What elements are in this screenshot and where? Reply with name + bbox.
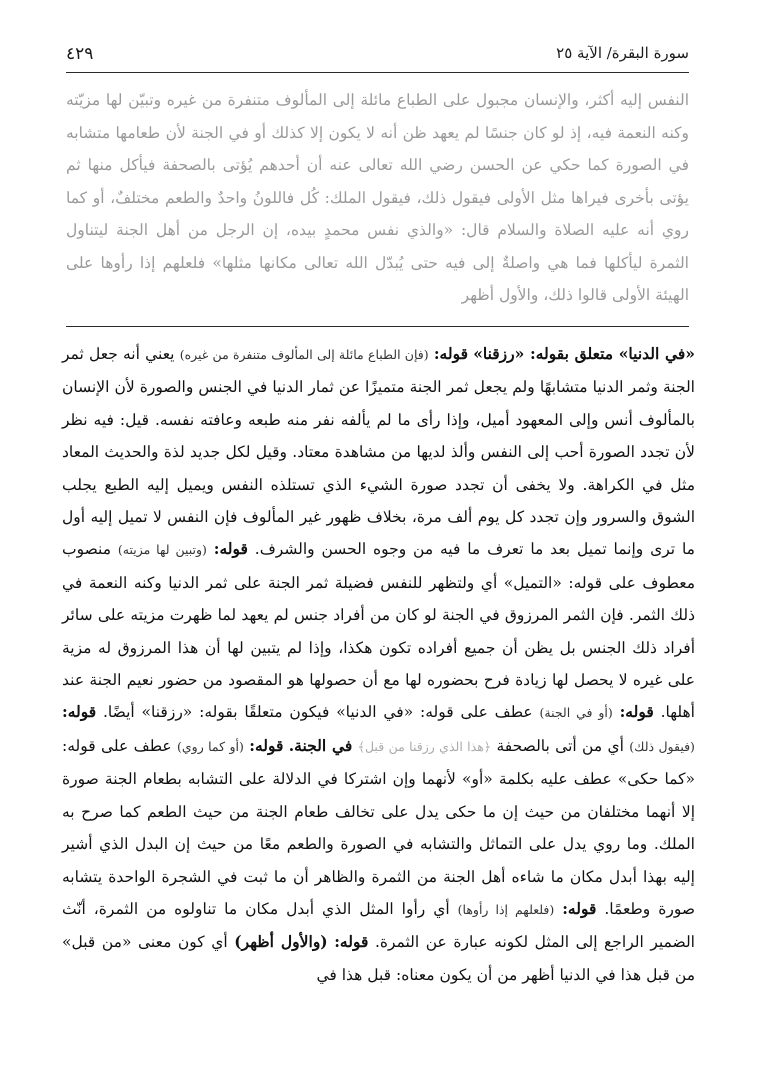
main-text-section bbox=[66, 84, 689, 312]
qawl-marker: قوله: bbox=[562, 898, 597, 918]
quran-verse-quote: ﴿هذا الذي رزقنا من قبل﴾ bbox=[357, 738, 492, 754]
quoted-phrase: (فإن الطباع مائلة إلى المألوف متنفرة من غيره) bbox=[179, 347, 429, 362]
qawl-marker: قوله: bbox=[249, 735, 284, 755]
running-title: سورة البقرة/ الآية ٢٥ bbox=[556, 44, 689, 62]
commentary-text: أي من أتى بالصحفة bbox=[496, 736, 624, 755]
qawl-marker: قوله: bbox=[619, 702, 654, 722]
quoted-phrase: (أو كما روي) bbox=[177, 738, 244, 754]
commentary-text: منصوب معطوف على قوله: «التميل» أي ولتظهر للنفس فضيلة ثمر الجنة على ثمر الدنيا وكنه النعمة في ذلك الثمر. فإن الثمر المرزوق في الجنة لو كان من أفراد جنس لم يعهد لما ظهرت مزيته على سائر أفراد ذلك الجنس بل يظن أن جميع أفراده تكون هكذا، وإذا لم يتبين لها أن هذا المرزوق له مزية على غيره لا يحصل لها زيادة فرح بحضوره لها مع أن حصولها هو المقصود من حضور نعيم الجنة عند أهلها. bbox=[62, 540, 695, 722]
qawl-marker: قوله: bbox=[213, 539, 248, 559]
commentary-text: يعني أنه جعل ثمر الجنة وثمر الدنيا متشابهًا ولم يجعل ثمر الجنة متميزًا عن ثمار الدنيا في الجنس والصورة لأن الإنسان بالمألوف أنس وإلى المعهود أميل، وإذا رأى ما لم يألفه نفر منه طبعه وعافته نفسه. قيل: فيه نظر لأن تجدد الصورة أحب إلى النفس وألذ لديها من مشاهدة معتاد. وقيل لكل جديد لذة والحديث المعاد مثل في الكراهة. ولا يخفى أن تجدد صورة الشيء الذي تستلذه النفس ويميل إليه الطبع يجلب الشوق والسرور وإن تجدد كل يوم ألف مرة، بخلاف ظهور غير المألوف فإن النفس لا تميل إليه أول ما ترى وإنما تميل بعد ما تعرف ما فيه من وجوه الحسن والشرف. bbox=[62, 345, 695, 559]
commentary-text: «في الدنيا» متعلق بقوله: «رزقنا» bbox=[473, 344, 695, 363]
commentary-text: في الجنة. bbox=[288, 735, 353, 755]
section-divider bbox=[66, 326, 689, 327]
qawl-marker: قوله: bbox=[62, 702, 97, 722]
quoted-phrase: (وتبين لها مزيته) bbox=[117, 542, 207, 558]
commentary-section bbox=[62, 338, 695, 991]
header-rule bbox=[66, 72, 689, 73]
commentary-text: عطف على قوله: «في الدنيا» فيكون متعلقًا بقوله: «رزقنا» أيضًا. bbox=[103, 703, 533, 722]
main-text-paragraph: النفس إليه أكثر، والإنسان مجبول على الطباع مائلة إلى المألوف متنفرة من غيره وتبيّن لها مزيّته وكنه النعمة فيه، إذ لو كان جنسًا لم يعهد ظن أنه لا يكون إلا كذلك أو في الجنة لأن طعامها متشابه في الصورة كما حكي عن الحسن رضي الله تعالى عنه أن أحدهم يُؤتى بالصحفة فيأكل منها ثم يؤتى بأخرى فيراها مثل الأولى فيقول ذلك، فيقول الملك: كُل فاللونُ واحدٌ والطعم مختلفٌ، أو كما روي أنه عليه الصلاة والسلام قال: «والذي نفس محمدٍ بيده، إن الرجل من أهل الجنة ليتناول الثمرة ليأكلها فما هي واصلةٌ إلى فيه حتى يُبدّل الله تعالى مكانها مثلها» فلعلهم إذا رأوها على الهيئة الأولى قالوا ذلك، والأول أظهر bbox=[66, 91, 689, 304]
quoted-phrase: (فيقول ذلك) bbox=[629, 738, 695, 754]
qawl-marker: قوله: bbox=[433, 344, 468, 363]
quoted-phrase: (فلعلهم إذا رأوها) bbox=[457, 901, 555, 917]
commentary-text: عطف على قوله: «كما حكى» عطف عليه بكلمة «أو» لأنهما وإن اشتركا في الدلالة على التشابه بطعام الجنة صورة إلا أنهما مختلفان من حيث إن ما حكى يدل على تخالف طعام الجنة من حيث الطعم كما صرح به الملك. وما روي يدل على التماثل والتشابه في الصورة والطعم معًا من حيث إن البدل الذي أشير إليه بهذا أبدل مكان ما شاءه أهل الجنة من الثمرة والظاهر أن ما ثبت في الشجرة الواحدة يتشابه صورة وطعمًا. bbox=[62, 736, 695, 918]
quoted-phrase: (والأول أظهر) bbox=[234, 932, 328, 952]
commentary-text: أي كون معنى «من قبل» من قبل هذا في الدنيا أظهر من أن يكون معناه: قبل هذا في bbox=[62, 933, 695, 984]
quoted-phrase: (أو في الجنة) bbox=[539, 705, 613, 721]
page-header bbox=[66, 42, 689, 68]
commentary-text: أي رأوا المثل الذي أبدل مكان ما تناولوه من الثمرة، أنّث الضمير الراجع إلى المثل لكونه عبارة عن الثمرة. bbox=[62, 899, 695, 952]
qawl-marker: قوله: bbox=[334, 932, 369, 952]
commentary-paragraph bbox=[62, 338, 695, 991]
page-number: ٤٢٩ bbox=[66, 44, 94, 64]
